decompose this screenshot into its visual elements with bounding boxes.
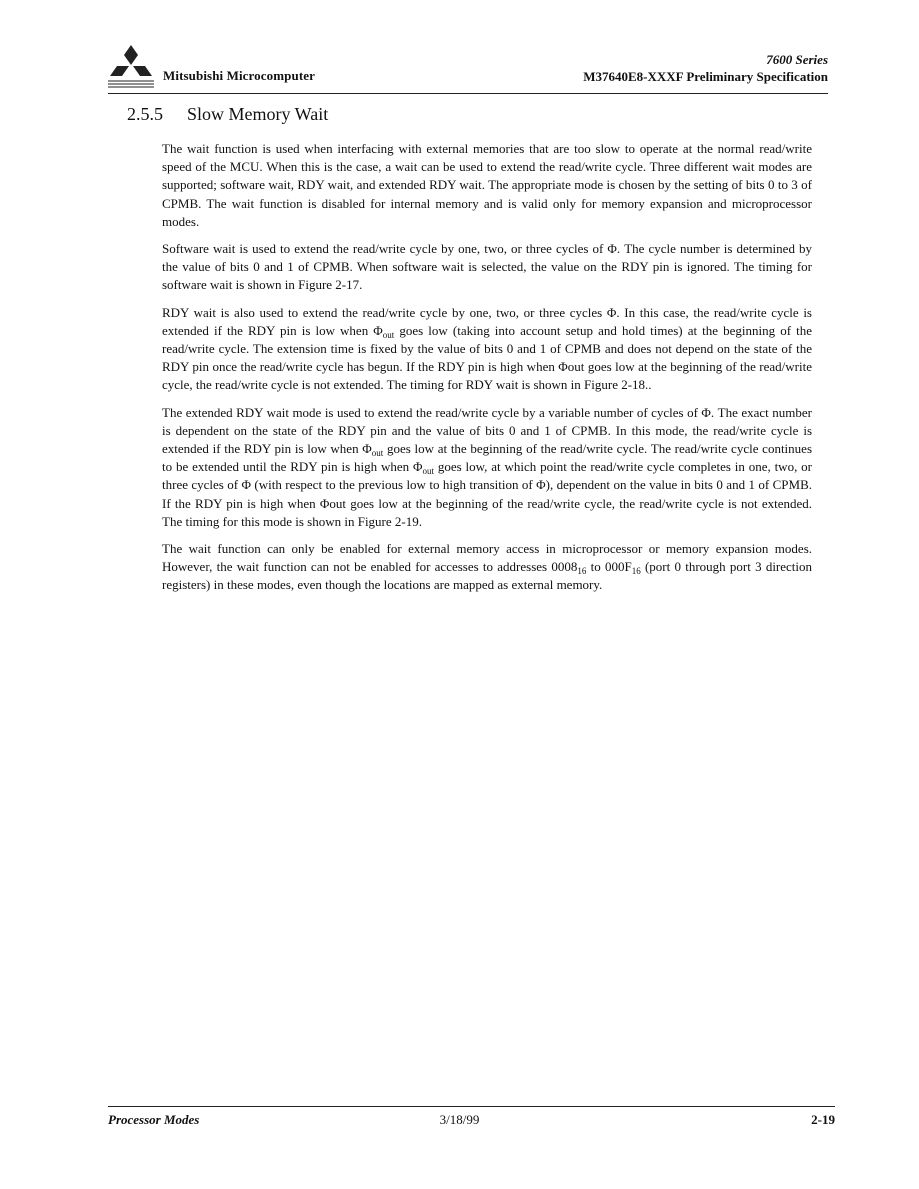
subscript-text: 16	[577, 566, 587, 577]
paragraph-text: The wait function is used when interfacing with external memories that are too slow to operate at the normal read/write speed of the MCU. When this is the case, a wait can be used to extend the read/write cycle. Three different wait modes are supported; software wait, RDY wait, and extended RDY wait. The appropriate mode is chosen by the setting of bits 0 to 3 of CPMB. The wait function is disabled for internal memory and is valid only for memory expansion and microprocessor modes.	[162, 141, 812, 229]
paragraph-text: Software wait is used to extend the read/write cycle by one, two, or three cycles of Φ. The cycle number is determined by the value of bits 0 and 1 of CPMB. When software wait is selected, the value on the RDY pin is ignored. The timing for software wait is shown in Figure 2-17.	[162, 241, 812, 293]
paragraph	[162, 304, 812, 395]
footer-divider	[108, 1106, 835, 1107]
subscript-text: 16	[631, 566, 641, 577]
section-number: 2.5.5	[127, 104, 163, 124]
paragraph-text: goes low at the beginning of the read/write cycle. The read/write cycle continues to be extended until the RDY pin is high when Φ	[162, 441, 813, 475]
mitsubishi-logo-icon	[108, 45, 154, 89]
paragraph-text: RDY wait is also used to extend the read/write cycle by one, two, or three cycles Φ. In this case, the read/write cycle is extended if the RDY pin is low when Φ	[162, 304, 812, 338]
series-label: 7600 Series	[766, 52, 828, 67]
paragraph-text: goes low (taking into account setup and hold times) at the beginning of the read/write cycle. The extension time is fixed by the value of bits 0 and 1 of CPMB and does not depend on the state of the RDY pin once the read/write cycle has begun. If the RDY pin is high when Φout goes low at the beginning of the read/write cycle, the read/write cycle is not extended. The timing for RDY wait is shown in Figure 2-18..	[162, 322, 812, 393]
body-text	[162, 140, 812, 604]
subscript-text: out	[371, 448, 384, 459]
footer-page-number: 2-19	[811, 1112, 835, 1127]
paragraph-text: goes low, at which point the read/write cycle completes in one, two, or three cycles of Φ (with respect to the previous low to high transition of Φ), dependent on the value in bits 0 and 1 of CPMB. If the RDY pin is high when Φout goes low at the beginning of the read/write cycle, the read/write cycle is not extended. The timing for this mode is shown in Figure 2-19.	[162, 459, 812, 529]
subscript-text: out	[422, 466, 434, 477]
paragraph	[162, 140, 812, 231]
paragraph-text: (port 0 through port 3 direction registers) in these modes, even though the locations are mapped as external memory.	[162, 559, 813, 593]
spec-title: M37640E8-XXXF Preliminary Specification	[583, 69, 828, 84]
paragraph	[162, 404, 812, 531]
section-title: Slow Memory Wait	[187, 104, 329, 124]
paragraph-text: to 000F	[586, 559, 632, 575]
paragraph-text: The wait function can only be enabled for external memory access in microprocessor or memory expansion modes. However, the wait function can not be enabled for accesses to addresses 0008	[162, 541, 812, 575]
paragraph	[162, 540, 812, 595]
paragraph-text: The extended RDY wait mode is used to extend the read/write cycle by a variable number of cycles of Φ. The exact number is dependent on the state of the RDY pin and the value of bits 0 and 1 of CPMB. In this mode, the read/write cycle is extended if the RDY pin is low when Φ	[162, 404, 812, 457]
header-divider	[108, 93, 828, 94]
subscript-text: out	[382, 329, 395, 340]
footer-date: 3/18/99	[439, 1112, 480, 1127]
paragraph	[162, 240, 812, 295]
section-heading	[127, 104, 328, 125]
company-name: Mitsubishi Microcomputer	[163, 68, 316, 83]
footer-chapter: Processor Modes	[108, 1112, 200, 1127]
